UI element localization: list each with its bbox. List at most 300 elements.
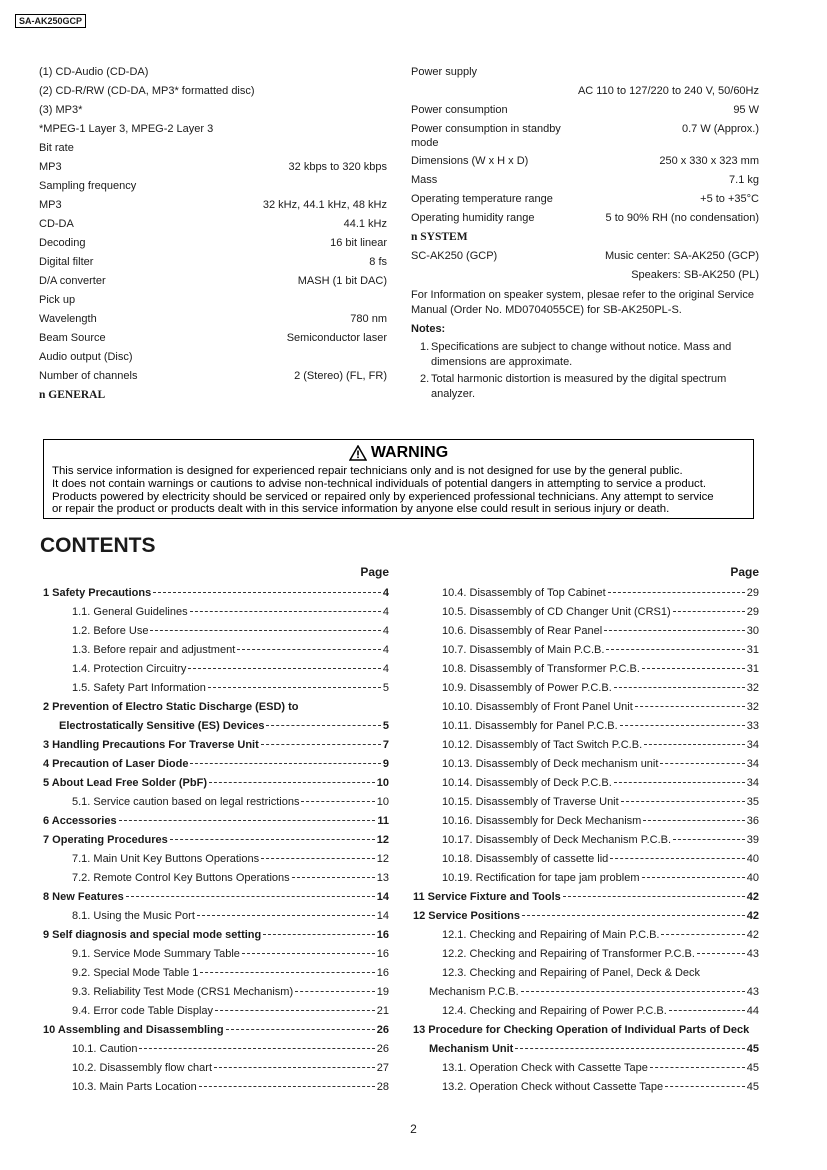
spec-value: MASH (1 bit DAC) (297, 275, 387, 287)
toc-entry[interactable] (43, 622, 389, 641)
spec-label: Bit rate (39, 142, 74, 154)
spec-row (39, 101, 387, 120)
toc-entry-label: 10.7. Disassembly of Main P.C.B. (442, 644, 605, 656)
spec-row (411, 190, 759, 209)
spec-row (39, 215, 387, 234)
toc-leader-dots (150, 630, 380, 631)
power-supply-label: Power supply (411, 66, 478, 78)
spec-value: 44.1 kHz (343, 218, 387, 230)
spec-row (39, 253, 387, 272)
toc-entry[interactable] (413, 1078, 759, 1097)
toc-entry-page: 45 (746, 1062, 759, 1074)
toc-entry-label: 4 Precaution of Laser Diode (43, 758, 189, 770)
toc-entry-label: 13.2. Operation Check without Cassette Tape (442, 1081, 664, 1093)
toc-entry[interactable] (413, 926, 759, 945)
toc-entry-page: 34 (746, 777, 759, 789)
spec-label: Sampling frequency (39, 180, 137, 192)
toc-entry[interactable] (43, 812, 389, 831)
toc-entry-label: 10.16. Disassembly for Deck Mechanism (442, 815, 642, 827)
toc-entry-label: Electrostatically Sensitive (ES) Devices (59, 720, 265, 732)
toc-entry-page: 42 (746, 910, 759, 922)
toc-entry-label: 1.2. Before Use (72, 625, 149, 637)
toc-leader-dots (197, 915, 375, 916)
toc-entry-page: 40 (746, 853, 759, 865)
toc-entry-page: 16 (376, 948, 389, 960)
toc-entry-label: 5.1. Service caution based on legal restrictions (72, 796, 300, 808)
toc-entry[interactable] (413, 793, 759, 812)
toc-leader-dots (188, 668, 381, 669)
toc-entry-page: 30 (746, 625, 759, 637)
power-consumption-label: Power consumption (411, 104, 508, 116)
toc-entry-label: 2 Prevention of Electro Static Discharge (ESD) to (43, 701, 299, 713)
toc-entry-label: 3 Handling Precautions For Traverse Unit (43, 739, 259, 751)
toc-entry[interactable] (413, 641, 759, 660)
toc-entry[interactable] (43, 736, 389, 755)
toc-entry-page: 4 (382, 587, 389, 599)
toc-entry-label: Mechanism Unit (429, 1043, 514, 1055)
spec-row (39, 348, 387, 367)
toc-leader-dots (214, 1067, 375, 1068)
toc-entry-page: 10 (376, 777, 389, 789)
toc-entry-label: 6 Accessories (43, 815, 117, 827)
spec-row (39, 177, 387, 196)
spec-row (39, 82, 387, 101)
toc-entry-page: 29 (746, 606, 759, 618)
toc-entry-page: 45 (746, 1081, 759, 1093)
toc-entry[interactable] (43, 907, 389, 926)
toc-entry[interactable] (413, 812, 759, 831)
toc-leader-dots (604, 630, 745, 631)
toc-entry[interactable] (43, 679, 389, 698)
toc-entry[interactable] (413, 831, 759, 850)
toc-leader-dots (642, 877, 745, 878)
toc-entry-page: 35 (746, 796, 759, 808)
notes-heading: Notes: (411, 323, 446, 335)
toc-entry[interactable] (43, 1021, 389, 1040)
toc-leader-dots (642, 668, 745, 669)
system-heading: n SYSTEM (411, 231, 468, 243)
spec-label: Pick up (39, 294, 76, 306)
toc-entry-label: 1.3. Before repair and adjustment (72, 644, 236, 656)
toc-entry[interactable] (413, 755, 759, 774)
toc-entry-page: 26 (376, 1043, 389, 1055)
spec-row (39, 234, 387, 253)
toc-entry-label: 9.3. Reliability Test Mode (CRS1 Mechanism) (72, 986, 294, 998)
toc-entry[interactable] (43, 717, 389, 736)
toc-leader-dots (200, 972, 374, 973)
system-model: SC-AK250 (GCP) (411, 250, 498, 262)
toc-leader-dots (620, 725, 745, 726)
toc-leader-dots (261, 744, 381, 745)
toc-entry-label: 9.1. Service Mode Summary Table (72, 948, 240, 960)
spec-row (39, 272, 387, 291)
toc-entry[interactable] (413, 660, 759, 679)
spec-label: Operating temperature range (411, 193, 553, 205)
toc-left-column (43, 564, 389, 1097)
toc-leader-dots (697, 953, 745, 954)
spec-row (39, 158, 387, 177)
toc-entry[interactable] (43, 603, 389, 622)
toc-entry-page: 21 (376, 1005, 389, 1017)
toc-entry-page: 4 (382, 625, 389, 637)
toc-entry-label: 10.9. Disassembly of Power P.C.B. (442, 682, 612, 694)
toc-entry[interactable] (413, 1002, 759, 1021)
toc-entry[interactable] (413, 679, 759, 698)
system-row (411, 247, 759, 266)
toc-entry-page: 33 (746, 720, 759, 732)
toc-entry-label: 1.1. General Guidelines (72, 606, 188, 618)
toc-entry-label: 8 New Features (43, 891, 124, 903)
toc-entry[interactable] (413, 945, 759, 964)
toc-page-header: Page (360, 565, 389, 579)
toc-leader-dots (621, 801, 745, 802)
toc-entry-page: 14 (376, 910, 389, 922)
spec-value: +5 to +35°C (700, 193, 759, 205)
spec-value: 7.1 kg (729, 174, 759, 186)
toc-leader-dots (563, 896, 745, 897)
toc-entry-page: 39 (746, 834, 759, 846)
toc-entry[interactable] (43, 660, 389, 679)
system-music-center: Music center: SA-AK250 (GCP) (604, 250, 759, 262)
toc-entry-page: 4 (382, 663, 389, 675)
toc-page-header: Page (730, 565, 759, 579)
spec-label: MP3 (39, 199, 62, 211)
toc-entry-page: 12 (376, 853, 389, 865)
toc-entry-page: 40 (746, 872, 759, 884)
spec-label: Audio output (Disc) (39, 351, 133, 363)
standby-value: 0.7 W (Approx.) (681, 123, 759, 135)
toc-leader-dots (215, 1010, 375, 1011)
warning-line: This service information is designed for experienced repair technicians only and is not designed for use by the general public. (52, 465, 683, 477)
note-number: 2. (420, 373, 430, 385)
power-supply-value: AC 110 to 127/220 to 240 V, 50/60Hz (577, 85, 759, 97)
model-tag: SA-AK250GCP (15, 14, 86, 28)
toc-entry[interactable] (413, 964, 759, 983)
toc-entry-page: 31 (746, 663, 759, 675)
toc-leader-dots (669, 1010, 745, 1011)
toc-right-list (413, 584, 759, 1097)
toc-entry-page: 32 (746, 682, 759, 694)
toc-entry-label: 10.5. Disassembly of CD Changer Unit (CRS1) (442, 606, 671, 618)
toc-entry[interactable] (413, 1021, 759, 1040)
toc-leader-dots (170, 839, 375, 840)
toc-entry[interactable] (413, 736, 759, 755)
toc-entry-page: 34 (746, 739, 759, 751)
toc-entry-label: 1.5. Safety Part Information (72, 682, 206, 694)
spec-label: Digital filter (39, 256, 94, 268)
toc-entry-label: 1.4. Protection Circuitry (72, 663, 187, 675)
toc-right-column (413, 564, 759, 1097)
spec-row (411, 152, 759, 171)
toc-entry-page: 14 (376, 891, 389, 903)
toc-entry-page: 16 (376, 929, 389, 941)
toc-entry-label: 12 Service Positions (413, 910, 520, 922)
toc-entry[interactable] (43, 793, 389, 812)
toc-entry-page: 12 (376, 834, 389, 846)
speaker-info: For Information on speaker system, plesae refer to the original Service Manual (Order No. MD0704055CE) for SB-AK250PL-S. (411, 289, 754, 316)
toc-entry[interactable] (43, 1040, 389, 1059)
toc-leader-dots (226, 1029, 375, 1030)
toc-entry-label: 10.8. Disassembly of Transformer P.C.B. (442, 663, 640, 675)
toc-leader-dots (644, 744, 745, 745)
spec-label: CD-DA (39, 218, 74, 230)
spec-value: 32 kbps to 320 kbps (288, 161, 387, 173)
toc-entry[interactable] (413, 1040, 759, 1059)
specs-right-column (411, 63, 759, 404)
toc-leader-dots (660, 763, 744, 764)
standby-label-line1: Power consumption in standby (411, 123, 561, 135)
note-number: 1. (420, 341, 430, 353)
toc-entry[interactable] (43, 698, 389, 717)
toc-entry-label: 10.14. Disassembly of Deck P.C.B. (442, 777, 612, 789)
toc-leader-dots (522, 915, 745, 916)
spec-label: Operating humidity range (411, 212, 535, 224)
toc-entry-label: 10.2. Disassembly flow chart (72, 1062, 212, 1074)
toc-entry-label: 10 Assembling and Disassembling (43, 1024, 224, 1036)
spec-label: MP3 (39, 161, 62, 173)
toc-leader-dots (237, 649, 381, 650)
toc-leader-dots (139, 1048, 374, 1049)
toc-entry-page: 19 (376, 986, 389, 998)
toc-entry-page: 44 (746, 1005, 759, 1017)
toc-leader-dots (208, 687, 381, 688)
toc-entry-label: 12.3. Checking and Repairing of Panel, Deck & Deck (442, 967, 701, 979)
standby-label-line2: mode (411, 137, 439, 149)
spec-label: *MPEG-1 Layer 3, MPEG-2 Layer 3 (39, 123, 214, 135)
toc-leader-dots (515, 1048, 744, 1049)
toc-entry-label: 10.18. Disassembly of cassette lid (442, 853, 609, 865)
toc-entry[interactable] (43, 1078, 389, 1097)
spec-label: D/A converter (39, 275, 106, 287)
spec-row (39, 63, 387, 82)
toc-leader-dots (263, 934, 375, 935)
toc-entry[interactable] (43, 1002, 389, 1021)
toc-entry[interactable] (413, 1059, 759, 1078)
toc-entry-label: Mechanism P.C.B. (429, 986, 519, 998)
standby-row (411, 120, 759, 152)
toc-entry[interactable] (413, 907, 759, 926)
spec-label: (1) CD-Audio (CD-DA) (39, 66, 149, 78)
toc-entry[interactable] (43, 641, 389, 660)
toc-entry-page: 43 (746, 986, 759, 998)
spec-value: Semiconductor laser (286, 332, 387, 344)
toc-entry[interactable] (413, 850, 759, 869)
warning-title: WARNING (370, 444, 449, 461)
spec-label: (3) MP3* (39, 104, 83, 116)
toc-leader-dots (673, 611, 745, 612)
toc-entry-page: 9 (382, 758, 389, 770)
toc-entry-page: 34 (746, 758, 759, 770)
note-text: Specifications are subject to change without notice. Mass and dimensions are approximate. (431, 341, 732, 368)
toc-entry[interactable] (43, 983, 389, 1002)
toc-entry-page: 45 (746, 1043, 759, 1055)
toc-entry-label: 10.1. Caution (72, 1043, 138, 1055)
toc-entry-label: 10.17. Disassembly of Deck Mechanism P.C.B. (442, 834, 672, 846)
note-text: Total harmonic distortion is measured by the digital spectrum analyzer. (431, 373, 727, 400)
spec-row (39, 120, 387, 139)
general-heading: n GENERAL (39, 389, 106, 401)
toc-entry-page: 28 (376, 1081, 389, 1093)
toc-entry-label: 10.3. Main Parts Location (72, 1081, 197, 1093)
toc-entry-label: 10.12. Disassembly of Tact Switch P.C.B. (442, 739, 643, 751)
toc-entry-page: 5 (382, 682, 389, 694)
page-number: 2 (410, 1122, 417, 1136)
toc-entry[interactable] (43, 755, 389, 774)
toc-entry[interactable] (43, 584, 389, 603)
toc-entry-page: 42 (746, 891, 759, 903)
toc-entry[interactable] (43, 869, 389, 888)
toc-entry-page: 43 (746, 948, 759, 960)
specs-left-list (39, 63, 387, 386)
warning-line: Products powered by electricity should be serviced or repaired only by experienced professional technicians. Any attempt to service (52, 490, 714, 503)
toc-entry[interactable] (43, 1059, 389, 1078)
toc-entry[interactable] (413, 869, 759, 888)
toc-leader-dots (610, 858, 744, 859)
standby-label (411, 122, 591, 150)
spec-value: 780 nm (350, 313, 387, 325)
toc-entry-label: 10.13. Disassembly of Deck mechanism unit (442, 758, 659, 770)
toc-leader-dots (614, 782, 745, 783)
toc-entry[interactable] (413, 983, 759, 1002)
toc-entry-label: 13 Procedure for Checking Operation of Individual Parts of Deck (413, 1024, 750, 1036)
toc-entry[interactable] (413, 774, 759, 793)
toc-entry[interactable] (43, 888, 389, 907)
toc-leader-dots (606, 649, 744, 650)
toc-leader-dots (665, 1086, 745, 1087)
toc-entry-label: 10.10. Disassembly of Front Panel Unit (442, 701, 633, 713)
toc-entry[interactable] (413, 603, 759, 622)
toc-leader-dots (190, 611, 381, 612)
toc-leader-dots (614, 687, 745, 688)
spec-row (39, 367, 387, 386)
toc-leader-dots (126, 896, 375, 897)
power-consumption-row (411, 101, 759, 120)
toc-entry[interactable] (43, 831, 389, 850)
toc-leader-dots (261, 858, 375, 859)
note-item (420, 340, 759, 370)
toc-entry-label: 1 Safety Precautions (43, 587, 152, 599)
toc-entry[interactable] (43, 964, 389, 983)
toc-entry-label: 12.1. Checking and Repairing of Main P.C.B. (442, 929, 660, 941)
toc-entry-page: 26 (376, 1024, 389, 1036)
toc-entry[interactable] (413, 622, 759, 641)
toc-entry[interactable] (413, 698, 759, 717)
toc-entry-label: 13.1. Operation Check with Cassette Tape (442, 1062, 648, 1074)
spec-label: Beam Source (39, 332, 106, 344)
toc-entry-label: 11 Service Fixture and Tools (413, 891, 561, 903)
spec-value: 16 bit linear (330, 237, 387, 249)
contents-title: CONTENTS (40, 534, 156, 557)
toc-entry-label: 7.1. Main Unit Key Buttons Operations (72, 853, 260, 865)
spec-value: 250 x 330 x 323 mm (659, 155, 759, 167)
toc-left-list (43, 584, 389, 1097)
specs-left-column (39, 63, 387, 405)
toc-entry-page: 7 (382, 739, 389, 751)
toc-leader-dots (608, 592, 745, 593)
spec-label: Number of channels (39, 370, 138, 382)
toc-entry-page: 4 (382, 606, 389, 618)
toc-entry[interactable] (413, 888, 759, 907)
spec-row (411, 171, 759, 190)
toc-entry-label: 12.2. Checking and Repairing of Transformer P.C.B. (442, 948, 695, 960)
spec-label: Decoding (39, 237, 86, 249)
spec-label: Wavelength (39, 313, 97, 325)
toc-leader-dots (199, 1086, 375, 1087)
note-item (420, 372, 759, 402)
spec-value: 32 kHz, 44.1 kHz, 48 kHz (262, 199, 387, 211)
power-consumption-value: 95 W (733, 104, 759, 116)
toc-entry-label: 8.1. Using the Music Port (72, 910, 195, 922)
spec-row (39, 329, 387, 348)
spec-label: Mass (411, 174, 438, 186)
toc-entry-page: 4 (382, 644, 389, 656)
system-speakers: Speakers: SB-AK250 (PL) (631, 269, 759, 281)
warning-title-row (52, 443, 745, 463)
toc-leader-dots (266, 725, 380, 726)
toc-entry-label: 10.15. Disassembly of Traverse Unit (442, 796, 619, 808)
toc-entry[interactable] (413, 717, 759, 736)
toc-entry-page: 27 (376, 1062, 389, 1074)
toc-entry-label: 9 Self diagnosis and special mode setting (43, 929, 262, 941)
toc-entry-label: 7.2. Remote Control Key Buttons Operations (72, 872, 290, 884)
toc-entry-page: 16 (376, 967, 389, 979)
spec-label: (2) CD-R/RW (CD-DA, MP3* formatted disc) (39, 85, 255, 97)
toc-entry[interactable] (43, 926, 389, 945)
toc-entry[interactable] (43, 945, 389, 964)
toc-entry-page: 11 (377, 815, 389, 827)
toc-entry-label: 10.19. Rectification for tape jam problem (442, 872, 640, 884)
system-speakers-row (411, 266, 759, 285)
power-supply-value-row (411, 82, 759, 101)
toc-entry-label: 10.11. Disassembly for Panel P.C.B. (442, 720, 618, 732)
toc-entry-page: 36 (746, 815, 759, 827)
toc-leader-dots (673, 839, 745, 840)
toc-entry-label: 10.6. Disassembly of Rear Panel (442, 625, 603, 637)
toc-leader-dots (301, 801, 374, 802)
toc-leader-dots (242, 953, 375, 954)
toc-leader-dots (209, 782, 375, 783)
toc-leader-dots (650, 1067, 745, 1068)
toc-leader-dots (635, 706, 745, 707)
toc-entry-page: 31 (746, 644, 759, 656)
toc-entry[interactable] (43, 774, 389, 793)
toc-entry[interactable] (43, 850, 389, 869)
warning-line: It does not contain warnings or cautions to advise non-technical individuals of potential dangers in attempting to service a product. (52, 477, 707, 490)
toc-entry-label: 9.4. Error code Table Display (72, 1005, 214, 1017)
warning-line: or repair the product or products dealt with in this service information by anyone else could result in serious injury or death. (52, 503, 670, 516)
toc-leader-dots (190, 763, 380, 764)
spec-value: 5 to 90% RH (no condensation) (605, 212, 759, 224)
toc-leader-dots (643, 820, 744, 821)
toc-entry-label: 7 Operating Procedures (43, 834, 168, 846)
toc-leader-dots (292, 877, 375, 878)
spec-value: 8 fs (369, 256, 387, 268)
toc-entry-label: 5 About Lead Free Solder (PbF) (43, 777, 207, 789)
toc-leader-dots (153, 592, 381, 593)
notes-list (411, 340, 759, 402)
spec-row (39, 196, 387, 215)
toc-entry-page: 32 (746, 701, 759, 713)
toc-entry-page: 5 (382, 720, 389, 732)
toc-entry[interactable] (413, 584, 759, 603)
toc-entry-page: 13 (376, 872, 389, 884)
power-supply-label-row (411, 63, 759, 82)
spec-row (39, 139, 387, 158)
warning-box (43, 439, 754, 519)
specs-right-list (411, 152, 759, 228)
toc-leader-dots (119, 820, 376, 821)
spec-row (39, 291, 387, 310)
